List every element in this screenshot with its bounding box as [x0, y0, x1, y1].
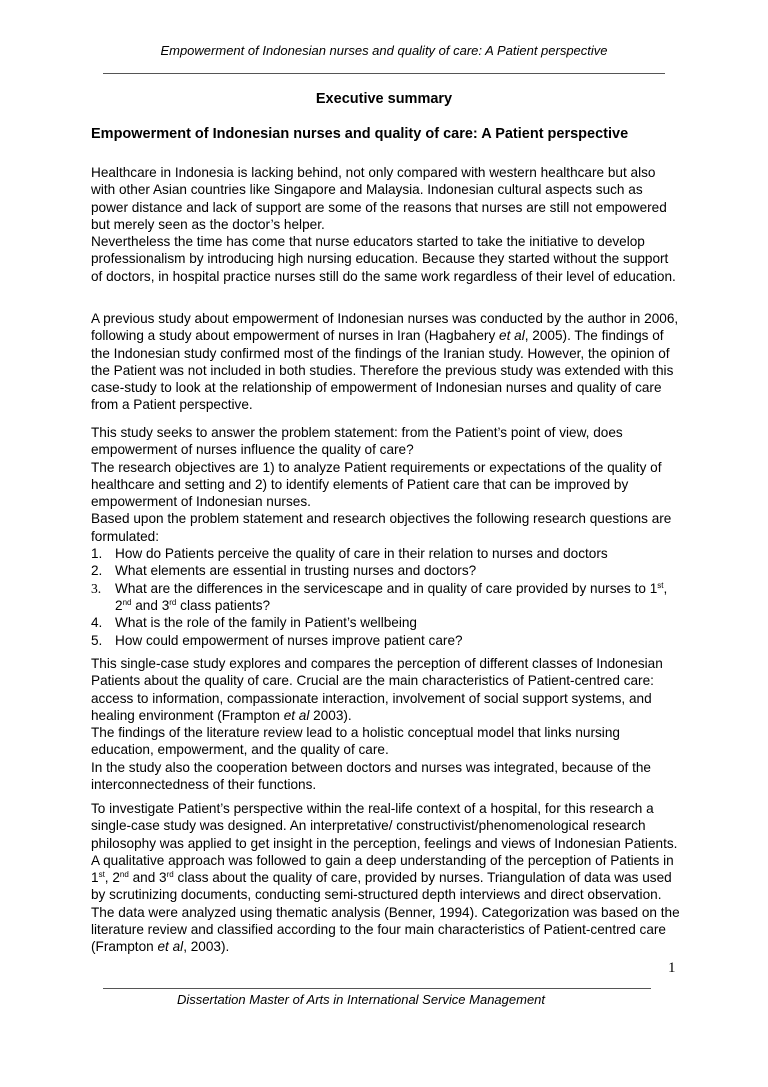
page-number: 1: [668, 960, 676, 976]
paragraph-problem-statement: [91, 424, 683, 649]
paragraph-previous-study: [91, 310, 683, 414]
list-item: 5. How could empowerment of nurses improve patient care?: [91, 632, 463, 648]
paragraph-case-study: [91, 655, 683, 793]
research-objectives: The research objectives are 1) to analyze Patient requirements or expectations of the quality of healthcare and setting and 2) to identify elements of Patient care that can be improved by empowerment of Indonesian nurses.: [91, 459, 662, 510]
citation-et-al: et al: [157, 939, 184, 955]
document-title: Empowerment of Indonesian nurses and quality of care: A Patient perspective: [91, 126, 629, 142]
problem-statement: This study seeks to answer the problem statement: from the Patient’s point of view, does empowerment of nurses influence the quality of care?: [91, 425, 623, 458]
header-divider: [103, 73, 665, 74]
literature-review-text: The findings of the literature review lead to a holistic conceptual model that links nursing education, empowerment, and the quality of care.: [91, 725, 620, 758]
research-questions-list: [91, 545, 683, 649]
running-footer: Dissertation Master of Arts in International Service Management: [177, 992, 546, 1007]
paragraph-intro: [91, 164, 683, 285]
citation-et-al: et al: [283, 707, 310, 723]
previous-study-text-2: , 2005). The findings of the Indonesian study confirmed most of the findings of the Iranian study. However, the opinion of the Patient was not included in both studies. Therefore the previous study was extended with this case-study to look at the relationship of empowerment of Indonesian nurses and quality of care from a Patient perspective.: [91, 328, 674, 413]
list-item: 1. How do Patients perceive the quality of care in their relation to nurses and doctors: [91, 546, 608, 562]
running-header: Empowerment of Indonesian nurses and quality of care: A Patient perspective: [160, 43, 608, 58]
research-questions-intro: Based upon the problem statement and research objectives the following research questions are formulated:: [91, 511, 672, 544]
citation-et-al: et al: [499, 328, 525, 344]
case-study-text-2: 2003).: [309, 707, 352, 723]
list-item: 2. What elements are essential in trusting nurses and doctors?: [91, 563, 477, 579]
case-study-text-1: This single-case study explores and compares the perception of different classes of Indonesian Patients about the quality of care. Crucial are the main characteristics of Patient-centred care: access to information, compassionate interaction, involvement of social support systems, and healing environment (Frampton: [91, 656, 663, 723]
paragraph-intro-text: Healthcare in Indonesia is lacking behind, not only compared with western healthcare but also with other Asian countries like Singapore and Malaysia. Indonesian cultural aspects such as power distance and lack of support are some of the reasons that nurses are still not empowered but merely seen as the doctor’s helper.: [91, 165, 667, 232]
previous-study-text-1: A previous study about empowerment of Indonesian nurses was conducted by the author in 2006, following a study about empowerment of nurses in Iran (Hagbahery: [91, 311, 679, 344]
paragraph-intro-text-2: Nevertheless the time has come that nurse educators started to take the initiative to develop professionalism by introducing high nursing education. Because they started without the support of doctors, in hospital practice nurses still do the same work regardless of their level of education.: [91, 234, 676, 284]
list-item: 3. What are the differences in the servicescape and in quality of care provided by nurses to 1st, 2nd and 3rd class patients?: [91, 580, 668, 613]
footer-divider: [103, 988, 651, 989]
cooperation-text: In the study also the cooperation between doctors and nurses was integrated, because of the interconnectedness of their functions.: [91, 759, 651, 793]
section-title: Executive summary: [315, 91, 453, 107]
paragraph-methodology: To investigate Patient’s perspective within the real-life context of a hospital, for this research a single-case study was designed. An interpretative/ constructivist/phenomenological research philosophy was applied to get insight in the perception, feelings and views of Indonesian Patients. A qualitative approach was followed to gain a deep understanding of the perception of Patients in 1st, 2nd and 3rd class about the quality of care, provided by nurses. Triangulation of data was used by scrutinizing documents, conducting semi-structured depth interviews and direct observation. The data were analyzed using thematic analysis (Benner, 1994). Categorization was based on the literature review and classified according to the four main characteristics of Patient-centred care (Frampton et al, 2003).: [91, 801, 680, 955]
list-item: 4. What is the role of the family in Patient’s wellbeing: [91, 615, 417, 631]
